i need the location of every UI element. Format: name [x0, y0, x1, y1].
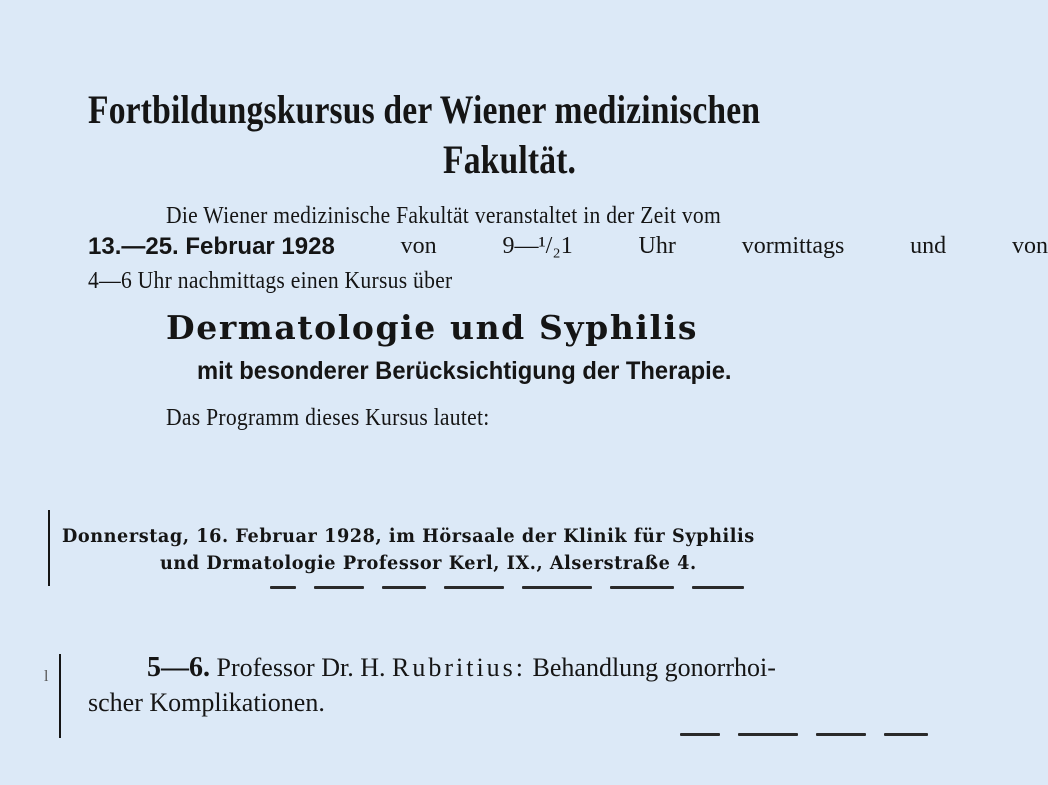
intro-line-1: Die Wiener medizinische Fakultät veranstaltet in der Zeit vom [166, 203, 722, 229]
lecture-line-1 [147, 652, 776, 684]
lecture-title-prefix: Professor Dr. H. [216, 653, 386, 682]
session-line-2: und Drmatologie Professor Kerl, IX., Alserstraße 4. [160, 552, 697, 574]
session-line-1: Donnerstag, 16. Februar 1928, im Hörsaale der Klinik für Syphilis [62, 525, 755, 547]
lecture-speaker: Rubritius: [392, 653, 527, 682]
intro-word: 9—¹/₂1 [502, 233, 573, 259]
intro-word: Uhr [638, 233, 676, 259]
course-subtitle: mit besonderer Berücksichtigung der Therapie. [197, 357, 732, 385]
clipped-text-fragment [270, 586, 744, 590]
intro-line-3: 4—6 Uhr nachmittags einen Kursus über [88, 268, 453, 294]
intro-word: von [1012, 233, 1048, 259]
course-subject: Dermatologie und Syphilis [166, 308, 699, 347]
course-dates: 13.—25. Februar 1928 [88, 233, 335, 260]
lecture-time: 5—6. [147, 652, 210, 683]
clipped-text-fragment [680, 733, 928, 737]
margin-bar [48, 510, 50, 586]
program-intro: Das Programm dieses Kursus lautet: [166, 405, 490, 431]
intro-word: von [400, 233, 437, 259]
lecture-topic: Behandlung gonorrhoi- [532, 653, 776, 682]
margin-bar [59, 654, 61, 738]
document-title-line1: Fortbildungskursus der Wiener medizinischen [88, 87, 761, 132]
margin-mark: l [44, 668, 49, 685]
intro-word: und [910, 233, 947, 259]
document-title-line2: Fakultät. [443, 137, 577, 182]
lecture-line-2: scher Komplikationen. [88, 688, 325, 717]
intro-line-2 [88, 233, 1048, 261]
intro-word: vormittags [741, 233, 845, 259]
